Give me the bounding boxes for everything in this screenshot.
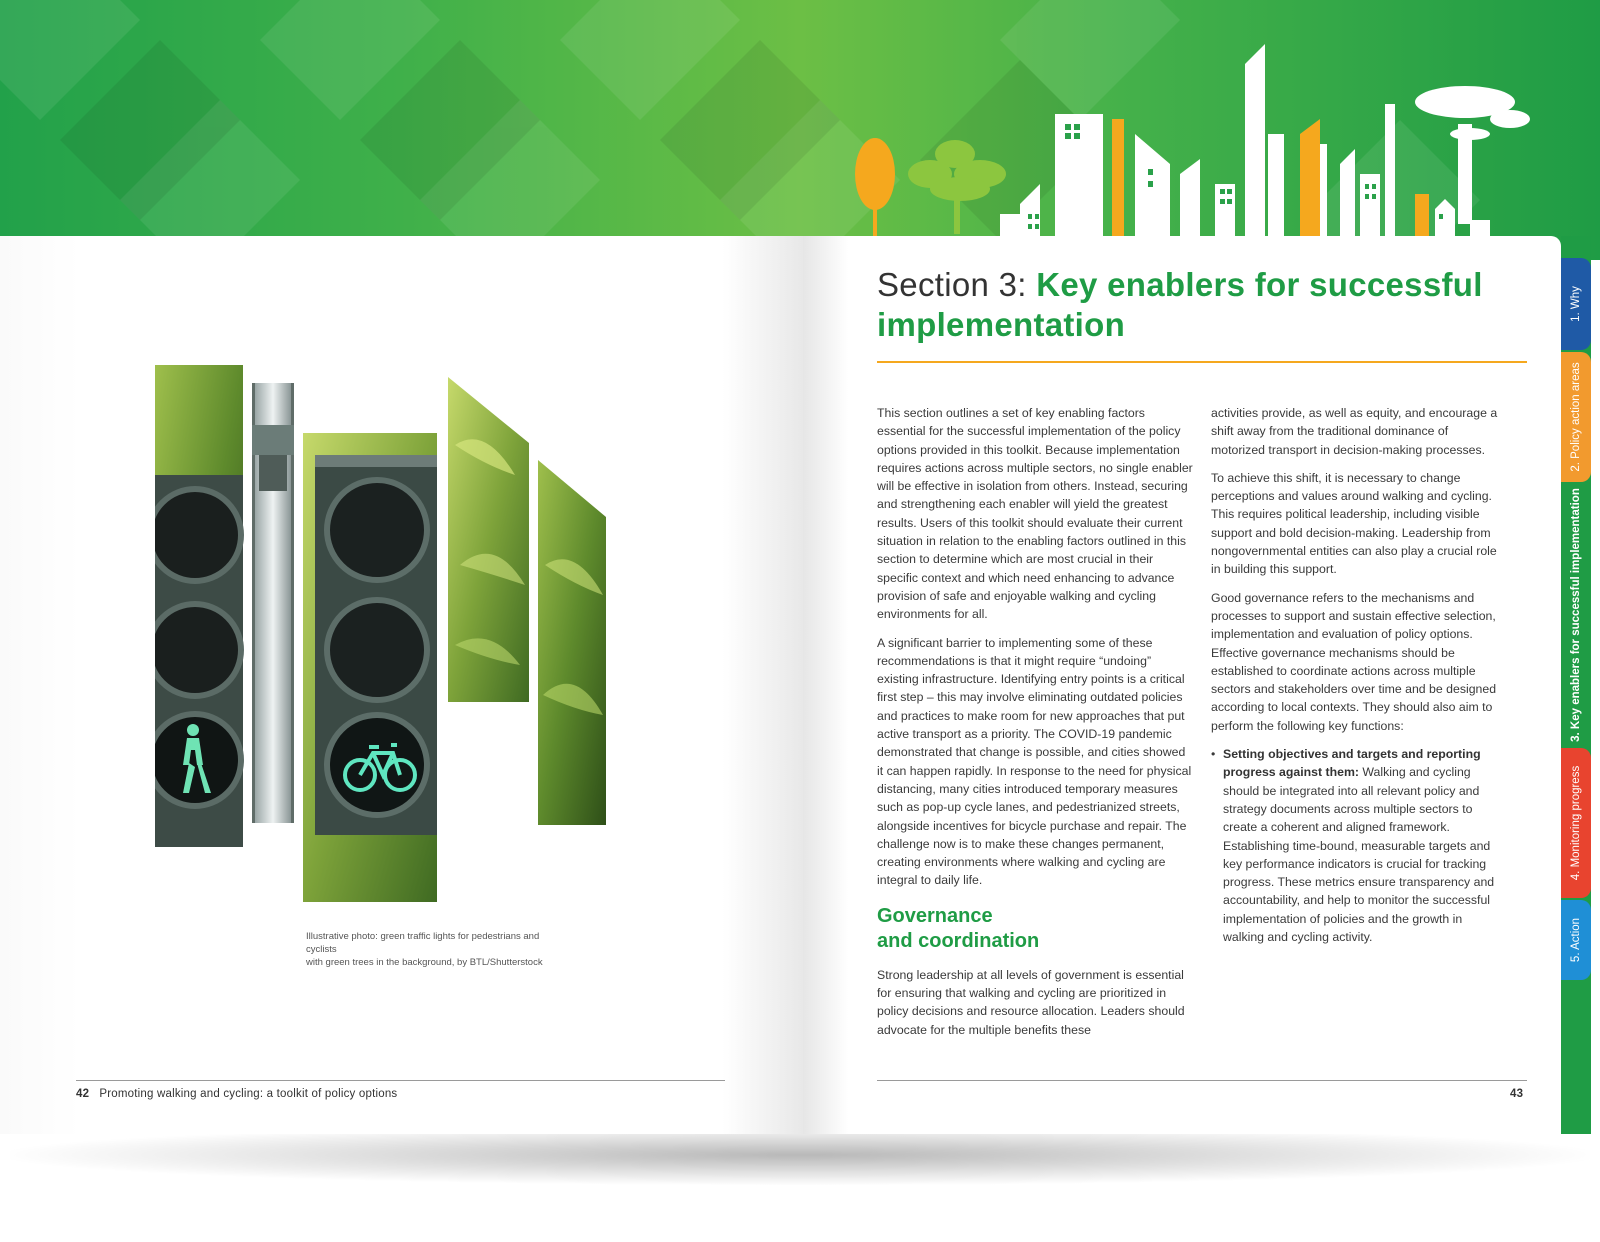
section-title	[877, 265, 1507, 345]
photo-strip-pole	[252, 383, 294, 823]
page-number-right: 43	[1510, 1088, 1524, 1100]
text-column-right	[1211, 404, 1501, 956]
page-number-left: 42	[76, 1088, 90, 1100]
photo-strip-bicycle-signal	[303, 433, 437, 902]
traffic-light-photo-collage	[155, 365, 620, 902]
section-prefix: Section 3:	[877, 266, 1037, 303]
paragraph: To achieve this shift, it is necessary to change perceptions and values around walking and cycling. This requires political leadership, including visible support and bold decision-making. Leadership from nongovernmental entities can also play a crucial role in building this support.	[1211, 470, 1497, 577]
tab-policy-action-areas-label: 2. Policy action areas	[1570, 362, 1582, 472]
bullet-marker: •	[1211, 747, 1216, 762]
photo-strip-leaves-2	[538, 460, 606, 825]
photo-strip-pedestrian-signal	[155, 365, 243, 847]
title-underline	[877, 361, 1527, 363]
city-skyline-icon	[850, 24, 1570, 260]
footer-rule-left	[76, 1080, 725, 1081]
tab-monitoring-progress-label: 4. Monitoring progress	[1570, 765, 1582, 881]
footer-title: Promoting walking and cycling: a toolkit of policy options	[99, 1088, 398, 1100]
header-banner	[0, 0, 1600, 260]
footer-rule-right	[877, 1080, 1527, 1081]
footer-left	[76, 1088, 397, 1100]
photo-strip-leaves-1	[448, 377, 529, 702]
bullet-text: Walking and cycling should be integrated into all relevant policy and strategy documents across multiple sectors to create a coherent and aligned framework. Establishing time-bound, measurable targets and key performance indicators is crucial for tracking progress. These metrics ensure transparency and accountability, and help to monitor the successful implementation of policies and the growth in walking and cycling activity.	[1223, 765, 1495, 945]
tree-icon	[855, 138, 895, 236]
page-shadow	[10, 1125, 1590, 1185]
caption-line-2: with green trees in the background, by BTL/Shutterstock	[306, 957, 543, 968]
text-column-left	[877, 404, 1193, 1049]
paragraph: Good governance refers to the mechanisms and processes to support and sustain effective selection, implementation and evaluation of policy options. Effective governance mechanisms should be established to coordinate actions across multiple sectors and stakeholders over time and be designed according to local contexts. They should also aim to perform the following key functions:	[1211, 590, 1497, 733]
section-heading: Key enablers for successful implementation	[877, 266, 1483, 343]
paragraph: A significant barrier to implementing some of these recommendations is that it might require “undoing” existing infrastructure. Identifying entry points is a critical first step – this may involve eliminating outdated policies and practices to make room for new approaches that put active transport as a priority. The COVID-19 pandemic demonstrated that change is possible, and cities showed it can happen rapidly. In response to the need for physical distancing, many cities introduced temporary measures such as pop-up cycle lanes, and pedestrianized streets, alongside incentives for bicycle purchase and repair. The challenge now is to make these changes permanent, creating environments where walking and cycling are integral to daily life.	[877, 635, 1192, 888]
bullet-item	[1211, 745, 1501, 946]
paragraph: This section outlines a set of key enabling factors essential for the successful implementation of the policy options provided in this toolkit. Because implementation requires actions across multiple sectors, no single enabler will be effective in isolation from others. Instead, securing and strengthening each enabler will yield the greatest results. Users of this toolkit should evaluate their current situation in relation to the enabling factors outlined in this section to determine which are most crucial in their specific context and which need enhancing to advance provision of safe and enjoyable walking and cycling environments for all.	[877, 406, 1193, 622]
tab-key-enablers-label: 3. Key enablers for successful implementation	[1570, 488, 1582, 742]
tab-why-label: 1. Why	[1570, 286, 1582, 322]
subheading-governance	[877, 904, 1193, 954]
paragraph: activities provide, as well as equity, and encourage a shift away from the traditional dominance of motorized transport in decision-making processes.	[1211, 406, 1498, 457]
paragraph: Strong leadership at all levels of government is essential for ensuring that walking and cycling are prioritized in policy decisions and resource allocation. Leaders should advocate for the multiple benefits these	[877, 967, 1185, 1037]
caption-line-1: Illustrative photo: green traffic lights for pedestrians and cyclists	[306, 931, 540, 955]
photo-caption	[306, 930, 566, 969]
bullet-bold: Setting objectives and targets and reporting progress against them:	[1223, 747, 1481, 780]
subheading-line-1: Governance	[877, 904, 993, 927]
subheading-line-2: and coordination	[877, 929, 1040, 952]
tab-action-label: 5. Action	[1570, 917, 1582, 963]
